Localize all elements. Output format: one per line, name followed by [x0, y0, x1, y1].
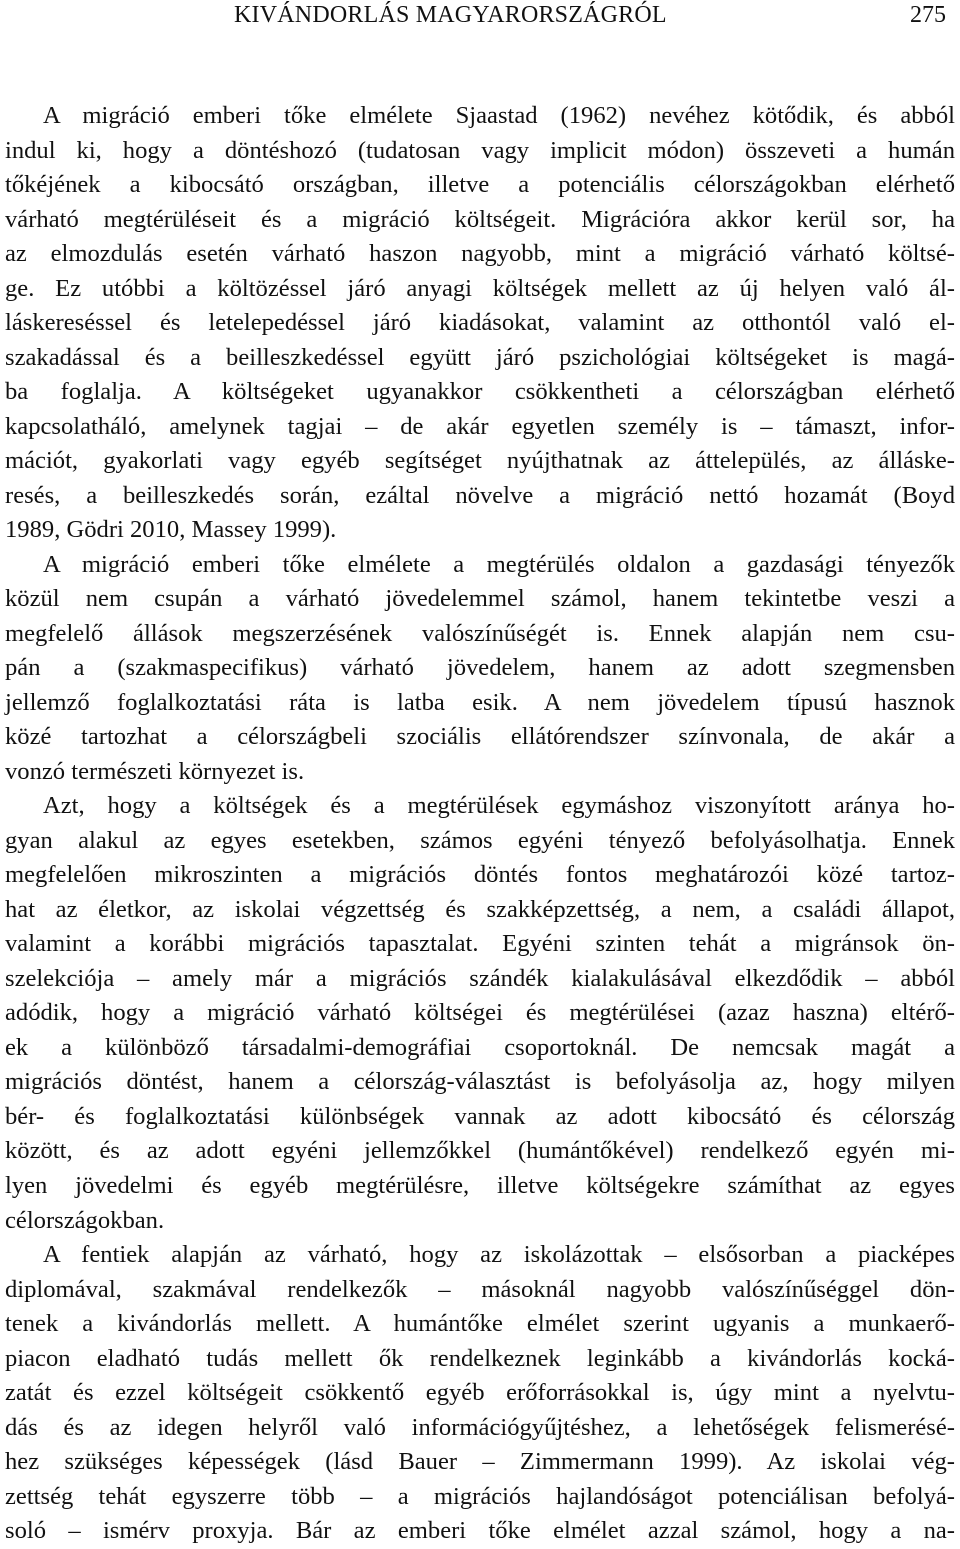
text-line: lyen jövedelmi és egyéb megtérülésre, illetve költségekre számíthat az egyes — [5, 1171, 955, 1199]
text-line: pán a (szakmaspecifikus) várható jövedelem, hanem az adott szegmensben — [5, 654, 955, 682]
text-line: valamint a korábbi migrációs tapasztalat. Egyéni szinten tehát a migránsok ön- — [5, 930, 955, 958]
text-line: 1989, Gödri 2010, Massey 1999). — [5, 516, 337, 544]
text-line: jellemző foglalkoztatási ráta is latba esik. A nem jövedelem típusú hasznok — [5, 688, 955, 716]
text-line: tenek a kivándorlás mellett. A humántőke elmélet szerint ugyanis a munkaerő- — [5, 1310, 955, 1338]
text-line: kapcsolatháló, amelynek tagjai – de akár egyetlen személy is – támaszt, infor- — [5, 412, 955, 440]
paragraph-2 — [5, 548, 955, 790]
paragraph-3 — [5, 789, 955, 1238]
page-number: 275 — [910, 2, 946, 28]
paragraph-4 — [5, 1238, 955, 1549]
text-line: megfelelő állások megszerzésének valószínűségét is. Ennek alapján nem csu- — [5, 619, 955, 647]
text-line: A fentiek alapján az várható, hogy az iskolázottak – elsősorban a piacképes — [43, 1241, 955, 1269]
text-line: mációt, gyakorlati vagy egyéb segítséget nyújthatnak az áttelepülés, az álláske- — [5, 447, 955, 475]
text-line: zatát és ezzel költségeit csökkentő egyéb erőforrásokkal is, úgy mint a nyelvtu- — [5, 1379, 955, 1407]
text-line: gyan alakul az egyes esetekben, számos egyéni tényező befolyásolhatja. Ennek — [5, 826, 955, 854]
text-line: várható megtérüléseit és a migráció költségeit. Migrációra akkor kerül sor, ha — [5, 205, 955, 233]
text-line: ek a különböző társadalmi-demográfiai csoportoknál. De nemcsak magát a — [5, 1033, 955, 1061]
text-line: közé tartozhat a célországbeli szociális ellátórendszer színvonala, de akár a — [5, 723, 955, 751]
text-line: bér- és foglalkoztatási különbségek vannak az adott kibocsátó és célország — [5, 1102, 955, 1130]
text-line: tőkéjének a kibocsátó országban, illetve a potenciális célországokban elérhető — [5, 171, 955, 199]
text-line: megfelelően mikroszinten a migrációs döntés fontos meghatározói közé tartoz- — [5, 861, 955, 889]
text-line: ba foglalja. A költségeket ugyanakkor csökkentheti a célországban elérhető — [5, 378, 955, 406]
text-line: soló – ismérv proxyja. Bár az emberi tőke elmélet azzal számol, hogy a na- — [5, 1517, 955, 1545]
text-line: közül nem csupán a várható jövedelemmel számol, hanem tekintetbe veszi a — [5, 585, 955, 613]
text-line: szakadással és a beilleszkedéssel együtt járó pszichológiai költségeket is magá- — [5, 343, 955, 371]
text-line: zettség tehát egyszerre több – a migrációs hajlandóságot potenciálisan befolyá- — [5, 1482, 955, 1510]
text-line: migrációs döntést, hanem a célország-választást is befolyásolja az, hogy milyen — [5, 1068, 955, 1096]
text-line: adódik, hogy a migráció várható költségei és megtérülései (azaz haszna) eltérő- — [5, 999, 955, 1027]
text-line: hez szükséges képességek (lásd Bauer – Zimmermann 1999). Az iskolai vég- — [5, 1448, 955, 1476]
text-line: között, és az adott egyéni jellemzőkkel (humántőkével) rendelkező egyén mi- — [5, 1137, 955, 1165]
page-header — [6, 0, 954, 36]
text-line: láskereséssel és letelepedéssel járó kiadásokat, valamint az otthontól való el- — [5, 309, 955, 337]
text-line: vonzó természeti környezet is. — [5, 757, 305, 785]
text-line: szelekciója – amely már a migrációs szándék kialakulásával elkezdődik – abból — [5, 964, 955, 992]
text-line: diplomával, szakmával rendelkezők – másoknál nagyobb valószínűséggel dön- — [5, 1275, 955, 1303]
text-line: hat az életkor, az iskolai végzettség és szakképzettség, a nem, a családi állapot, — [5, 895, 955, 923]
text-line: dás és az idegen helyről való információgyűjtéshez, a lehetőségek felismerésé- — [5, 1413, 955, 1441]
text-line: resés, a beilleszkedés során, ezáltal növelve a migráció nettó hozamát (Boyd — [5, 481, 955, 509]
text-line: ge. Ez utóbbi a költözéssel járó anyagi költségek mellett az új helyen való ál- — [5, 274, 955, 302]
running-title: KIVÁNDORLÁS MAGYARORSZÁGRÓL — [234, 2, 667, 28]
text-line: A migráció emberi tőke elmélete Sjaastad (1962) nevéhez kötődik, és abból — [43, 102, 955, 129]
text-line: Azt, hogy a költségek és a megtérülések egymáshoz viszonyított aránya ho- — [43, 792, 955, 820]
text-line: célországokban. — [5, 1206, 165, 1234]
text-line: piacon eladható tudás mellett ők rendelkeznek leginkább a kivándorlás kocká- — [5, 1344, 955, 1372]
paragraph-1 — [5, 99, 955, 548]
body-text — [5, 99, 955, 1549]
text-line: az elmozdulás esetén várható haszon nagyobb, mint a migráció várható költsé- — [5, 240, 955, 268]
text-line: indul ki, hogy a döntéshozó (tudatosan vagy implicit módon) összeveti a humán — [5, 136, 955, 164]
text-line: A migráció emberi tőke elmélete a megtérülés oldalon a gazdasági tényezők — [43, 550, 955, 578]
